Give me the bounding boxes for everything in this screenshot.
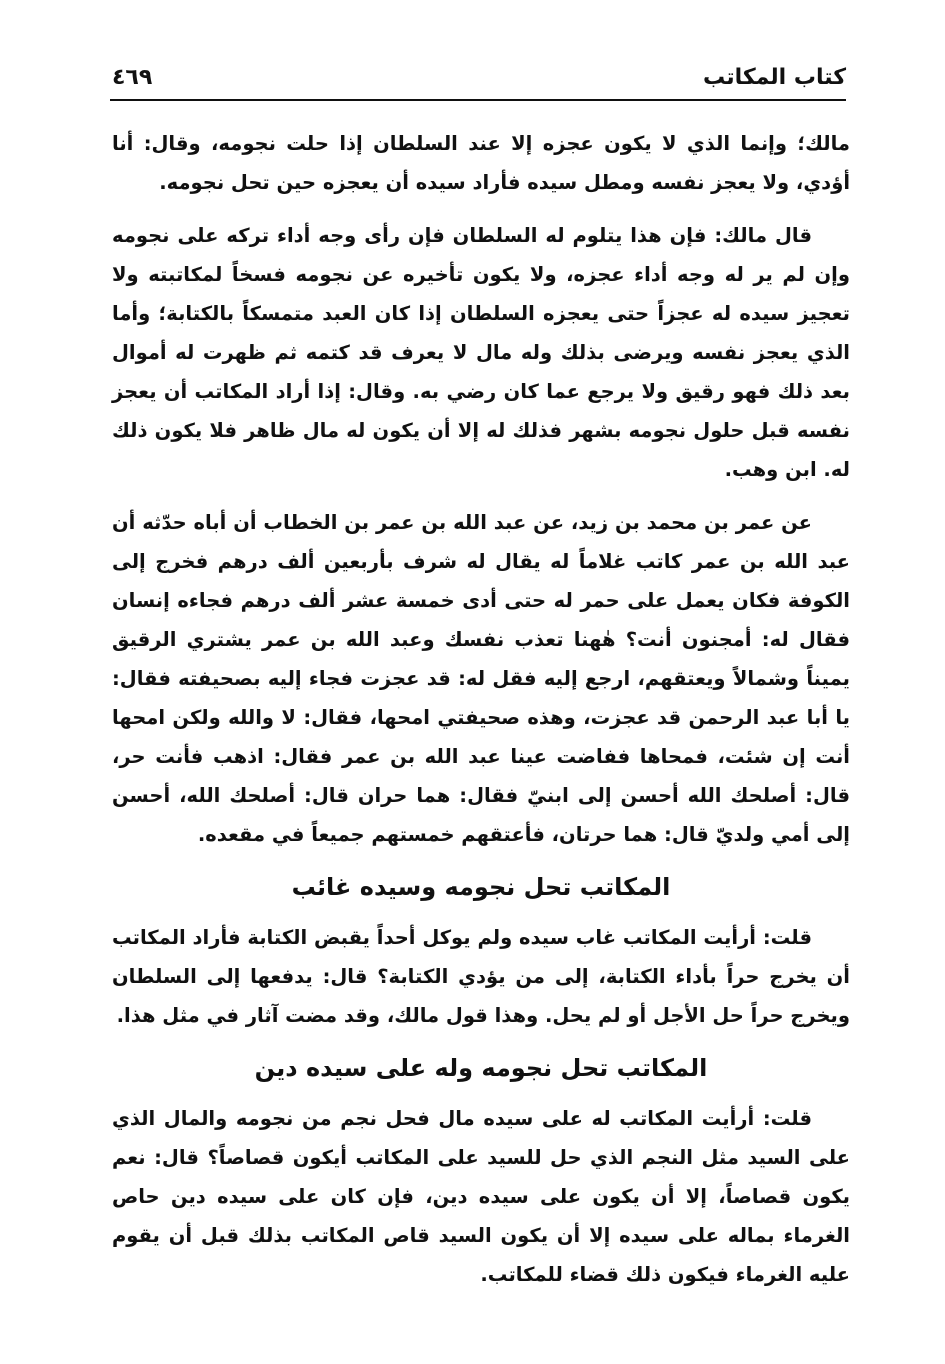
paragraph-3: عن عمر بن محمد بن زيد، عن عبد الله بن عمر بن الخطاب أن أباه حدّثه أن عبد الله بن عمر كاتب غلاماً له يقال له شرف بأربعين ألف درهم فخرج إلى الكوفة فكان يعمل على حمر له حتى أدى خمسة عشر ألف درهم فجاءه إنسان فقال له: أمجنون أنت؟ هٰهنا تعذب نفسك وعبد الله بن عمر يشتري الرقيق يميناً وشمالاً ويعتقهم، ارجع إليه فقل له: قد عجزت فجاء إليه بصحيفته فقال: يا أبا عبد الرحمن قد عجزت، وهذه صحيفتي امحها، فقال: لا والله ولكن امحها أنت إن شئت، فمحاها ففاضت عينا عبد الله بن عمر فقال: اذهب فأنت حر، قال: أصلحك الله أحسن إلى ابنيّ فقال: هما حران قال: أصلحك الله، أحسن إلى أمي ولديّ قال: هما حرتان، فأعتقهم خمستهم جميعاً في مقعده. bbox=[112, 511, 850, 846]
paragraph-5: قلت: أرأيت المكاتب له على سيده مال فحل نجم من نجومه والمال الذي على السيد مثل النجم الذي حل للسيد على المكاتب أيكون قصاصاً؟ قال: نعم يكون قصاصاً، إلا أن يكون على سيده دين، فإن كان على سيده دين حاص الغرماء بماله على سيده إلا أن يكون السيد قاص المكاتب بذلك قبل أن يقوم عليه الغرماء فيكون ذلك قضاء للمكاتب. bbox=[112, 1107, 850, 1286]
running-header bbox=[110, 62, 846, 98]
section-heading-master-debt: المكاتب تحل نجومه وله على سيده دين bbox=[254, 1054, 708, 1082]
paragraph-2: قال مالك: فإن هذا يتلوم له السلطان فإن رأى وجه أداء تركه على نجومه وإن لم ير له وجه أداء عجزه، ولا يكون تأخيره عن نجومه فسخاً لمكاتبته ولا تعجيز سيده له عجزاً حتى يعجزه السلطان إذا كان العبد متمسكاً بالكتابة؛ وأما الذي يعجز نفسه ويرضى بذلك وله مال لا يعرف قد كتمه ثم ظهرت له أموال بعد ذلك فهو رقيق ولا يرجع عما كان رضي به. وقال: إذا أراد المكاتب أن يعجز نفسه قبل حلول نجومه بشهر فذلك له إلا أن يكون له مال ظاهر فلا يكون ذلك له. ابن وهب. bbox=[112, 224, 850, 481]
text-body bbox=[112, 124, 850, 1308]
paragraph-1: مالك؛ وإنما الذي لا يكون عجزه إلا عند السلطان إذا حلت نجومه، وقال: أنا أؤدي، ولا يعجز نفسه ومطل سيده فأراد سيده أن يعجزه حين تحل نجومه. bbox=[112, 132, 850, 194]
header-rule bbox=[110, 99, 846, 101]
section-heading-absent-master: المكاتب تحل نجومه وسيده غائب bbox=[291, 873, 671, 901]
paragraph-4: قلت: أرأيت المكاتب غاب سيده ولم يوكل أحداً يقبض الكتابة فأراد المكاتب أن يخرج حراً بأداء الكتابة، إلى من يؤدي الكتابة؟ قال: يدفعها إلى السلطان ويخرج حراً حل الأجل أو لم يحل. وهذا قول مالك، وقد مضت آثار في مثل هذا. bbox=[112, 926, 850, 1027]
book-title: كتاب المكاتب bbox=[703, 65, 846, 90]
page-number: ٤٦٩ bbox=[112, 65, 153, 90]
